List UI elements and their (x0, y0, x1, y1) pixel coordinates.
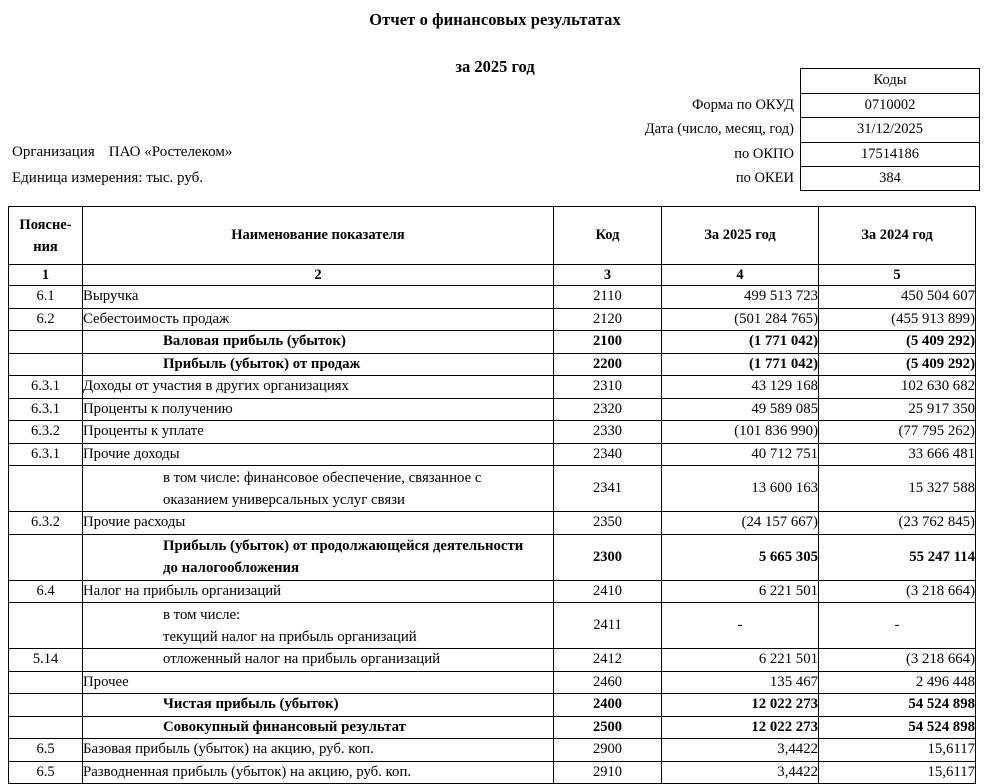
codes-label-okei: по ОКЕИ (735, 170, 794, 186)
cell-indicator-name: Проценты к получению (83, 398, 554, 421)
table-row (9, 694, 976, 717)
header-explanations-line1: Поясне- (19, 216, 72, 233)
cell-indicator-name: Налог на прибыль организаций (83, 580, 554, 603)
table-row (9, 331, 976, 354)
codes-label-date: Дата (число, месяц, год) (644, 121, 794, 137)
cell-explanation (9, 716, 83, 739)
table-header-row (9, 207, 976, 265)
table-row (9, 671, 976, 694)
cell-indicator-name: Чистая прибыль (убыток) (83, 694, 554, 717)
cell-value-2024: (3 218 664) (819, 649, 976, 672)
cell-code: 2900 (554, 739, 662, 762)
table-row (9, 308, 976, 331)
cell-value-2024: 450 504 607 (819, 286, 976, 309)
cell-explanation: 6.5 (9, 761, 83, 784)
cell-value-2024: (77 795 262) (819, 421, 976, 444)
codes-value-date: 31/12/2025 (800, 117, 980, 142)
cell-explanation: 6.1 (9, 286, 83, 309)
colnum-4: 4 (662, 265, 819, 286)
cell-explanation: 5.14 (9, 649, 83, 672)
cell-code: 2350 (554, 512, 662, 535)
cell-indicator-name-line2: текущий налог на прибыль организаций (163, 628, 417, 645)
table-row (9, 466, 976, 512)
cell-value-2025: (1 771 042) (662, 353, 819, 376)
cell-code: 2910 (554, 761, 662, 784)
table-row (9, 421, 976, 444)
cell-indicator-name: Прочие расходы (83, 512, 554, 535)
table-row (9, 716, 976, 739)
header-year-current: За 2025 год (662, 207, 819, 265)
colnum-5: 5 (819, 265, 976, 286)
table-row (9, 376, 976, 399)
cell-indicator-name: Разводненная прибыль (убыток) на акцию, руб. коп. (83, 761, 554, 784)
cell-indicator-name-line2: до налогообложения (163, 560, 300, 576)
cell-code: 2100 (554, 331, 662, 354)
codes-header-label: Коды (800, 68, 980, 93)
cell-explanation (9, 671, 83, 694)
cell-value-2024: (455 913 899) (819, 308, 976, 331)
cell-code: 2411 (554, 603, 662, 649)
cell-indicator-name: Выручка (83, 286, 554, 309)
table-row (9, 603, 976, 649)
table-row (9, 443, 976, 466)
colnum-1: 1 (9, 265, 83, 286)
cell-indicator-name-line1: в том числе: (163, 606, 241, 623)
cell-code: 2330 (554, 421, 662, 444)
page-subtitle: за 2025 год (455, 57, 535, 76)
cell-indicator-name-line1: в том числе: финансовое обеспечение, связанное с (163, 469, 482, 486)
cell-code: 2500 (554, 716, 662, 739)
colnum-3: 3 (554, 265, 662, 286)
cell-indicator-name (83, 534, 554, 580)
cell-value-2025: (501 284 765) (662, 308, 819, 331)
cell-value-2025: 43 129 168 (662, 376, 819, 399)
cell-explanation: 6.3.2 (9, 512, 83, 535)
organization-name: ПАО «Ростелеком» (108, 144, 233, 160)
unit-value: тыс. руб. (146, 170, 204, 186)
cell-indicator-name-line2: оказанием универсальных услуг связи (163, 491, 405, 508)
cell-value-2025: (1 771 042) (662, 331, 819, 354)
cell-value-2024: 54 524 898 (819, 694, 976, 717)
cell-indicator-name-line1: Прибыль (убыток) от продолжающейся деятельности (163, 538, 524, 554)
cell-value-2024: (5 409 292) (819, 331, 976, 354)
cell-value-2025: (24 157 667) (662, 512, 819, 535)
cell-value-2024: (3 218 664) (819, 580, 976, 603)
cell-indicator-name: Прочее (83, 671, 554, 694)
cell-code: 2410 (554, 580, 662, 603)
cell-explanation: 6.3.2 (9, 421, 83, 444)
cell-code: 2300 (554, 534, 662, 580)
table-row (9, 353, 976, 376)
colnum-2: 2 (83, 265, 554, 286)
cell-explanation (9, 694, 83, 717)
cell-code: 2412 (554, 649, 662, 672)
cell-indicator-name: Валовая прибыль (убыток) (83, 331, 554, 354)
table-row (9, 649, 976, 672)
cell-value-2024: 15,6117 (819, 739, 976, 762)
cell-code: 2400 (554, 694, 662, 717)
cell-code: 2200 (554, 353, 662, 376)
cell-explanation: 6.5 (9, 739, 83, 762)
cell-indicator-name: Себестоимость продаж (83, 308, 554, 331)
cell-code: 2341 (554, 466, 662, 512)
codes-row-okud (610, 93, 980, 118)
cell-value-2025: 135 467 (662, 671, 819, 694)
cell-indicator-name: Прочие доходы (83, 443, 554, 466)
cell-value-2024: (23 762 845) (819, 512, 976, 535)
cell-value-2024: 54 524 898 (819, 716, 976, 739)
header-explanations (9, 207, 83, 265)
cell-value-2025: 49 589 085 (662, 398, 819, 421)
cell-indicator-name: Совокупный финансовый результат (83, 716, 554, 739)
cell-value-2025: 12 022 273 (662, 716, 819, 739)
unit-line (12, 170, 203, 187)
cell-code: 2320 (554, 398, 662, 421)
cell-value-2024: (5 409 292) (819, 353, 976, 376)
codes-label-okpo: по ОКПО (734, 145, 794, 162)
cell-value-2024: 33 666 481 (819, 443, 976, 466)
table-row (9, 286, 976, 309)
cell-value-2025: 3,4422 (662, 739, 819, 762)
cell-indicator-name: отложенный налог на прибыль организаций (83, 649, 554, 672)
cell-value-2025: 40 712 751 (662, 443, 819, 466)
cell-explanation: 6.4 (9, 580, 83, 603)
codes-block (610, 68, 980, 191)
cell-value-2025: (101 836 990) (662, 421, 819, 444)
codes-value-okei: 384 (800, 166, 980, 191)
cell-explanation (9, 353, 83, 376)
table-row (9, 580, 976, 603)
cell-value-2024: 102 630 682 (819, 376, 976, 399)
cell-value-2025: 6 221 501 (662, 580, 819, 603)
cell-code: 2110 (554, 286, 662, 309)
codes-value-okpo: 17514186 (800, 142, 980, 167)
cell-value-2024: - (819, 603, 976, 649)
cell-indicator-name (83, 603, 554, 649)
cell-explanation (9, 534, 83, 580)
financial-results-table (8, 206, 976, 784)
codes-label-okud: Форма по ОКУД (691, 96, 794, 113)
cell-explanation (9, 331, 83, 354)
cell-value-2025: 3,4422 (662, 761, 819, 784)
cell-value-2024: 2 496 448 (819, 671, 976, 694)
cell-indicator-name: Базовая прибыль (убыток) на акцию, руб. коп. (83, 739, 554, 762)
table-row (9, 398, 976, 421)
page-title: Отчет о финансовых результатах (369, 10, 621, 29)
cell-value-2024: 15 327 588 (819, 466, 976, 512)
cell-explanation (9, 603, 83, 649)
cell-value-2024: 55 247 114 (819, 534, 976, 580)
cell-explanation: 6.3.1 (9, 443, 83, 466)
cell-indicator-name (83, 466, 554, 512)
header-code: Код (554, 207, 662, 265)
unit-label: Единица измерения: (12, 170, 143, 186)
cell-value-2025: 6 221 501 (662, 649, 819, 672)
organization-label: Организация (12, 144, 95, 160)
cell-explanation: 6.3.1 (9, 398, 83, 421)
cell-explanation: 6.2 (9, 308, 83, 331)
header-explanations-line2: ния (33, 238, 58, 255)
codes-header-spacer (610, 68, 800, 93)
cell-code: 2120 (554, 308, 662, 331)
cell-indicator-name: Проценты к уплате (83, 421, 554, 444)
cell-explanation: 6.3.1 (9, 376, 83, 399)
cell-value-2025: 5 665 305 (662, 534, 819, 580)
cell-code: 2460 (554, 671, 662, 694)
cell-value-2025: - (662, 603, 819, 649)
cell-value-2025: 12 022 273 (662, 694, 819, 717)
codes-row-okpo (610, 142, 980, 167)
table-row (9, 512, 976, 535)
header-year-previous: За 2024 год (819, 207, 976, 265)
table-row (9, 739, 976, 762)
table-row (9, 761, 976, 784)
table-column-number-row (9, 265, 976, 286)
table-body (9, 286, 976, 784)
cell-code: 2310 (554, 376, 662, 399)
codes-row-okei (610, 166, 980, 191)
codes-row-date (610, 117, 980, 142)
cell-value-2025: 499 513 723 (662, 286, 819, 309)
cell-indicator-name: Доходы от участия в других организациях (83, 376, 554, 399)
cell-value-2024: 15,6117 (819, 761, 976, 784)
cell-explanation (9, 466, 83, 512)
cell-value-2025: 13 600 163 (662, 466, 819, 512)
codes-value-okud: 0710002 (800, 93, 980, 118)
codes-header-row (610, 68, 980, 93)
cell-indicator-name: Прибыль (убыток) от продаж (83, 353, 554, 376)
cell-code: 2340 (554, 443, 662, 466)
table-row (9, 534, 976, 580)
organization-line (12, 144, 232, 161)
header-name: Наименование показателя (83, 207, 554, 265)
cell-value-2024: 25 917 350 (819, 398, 976, 421)
